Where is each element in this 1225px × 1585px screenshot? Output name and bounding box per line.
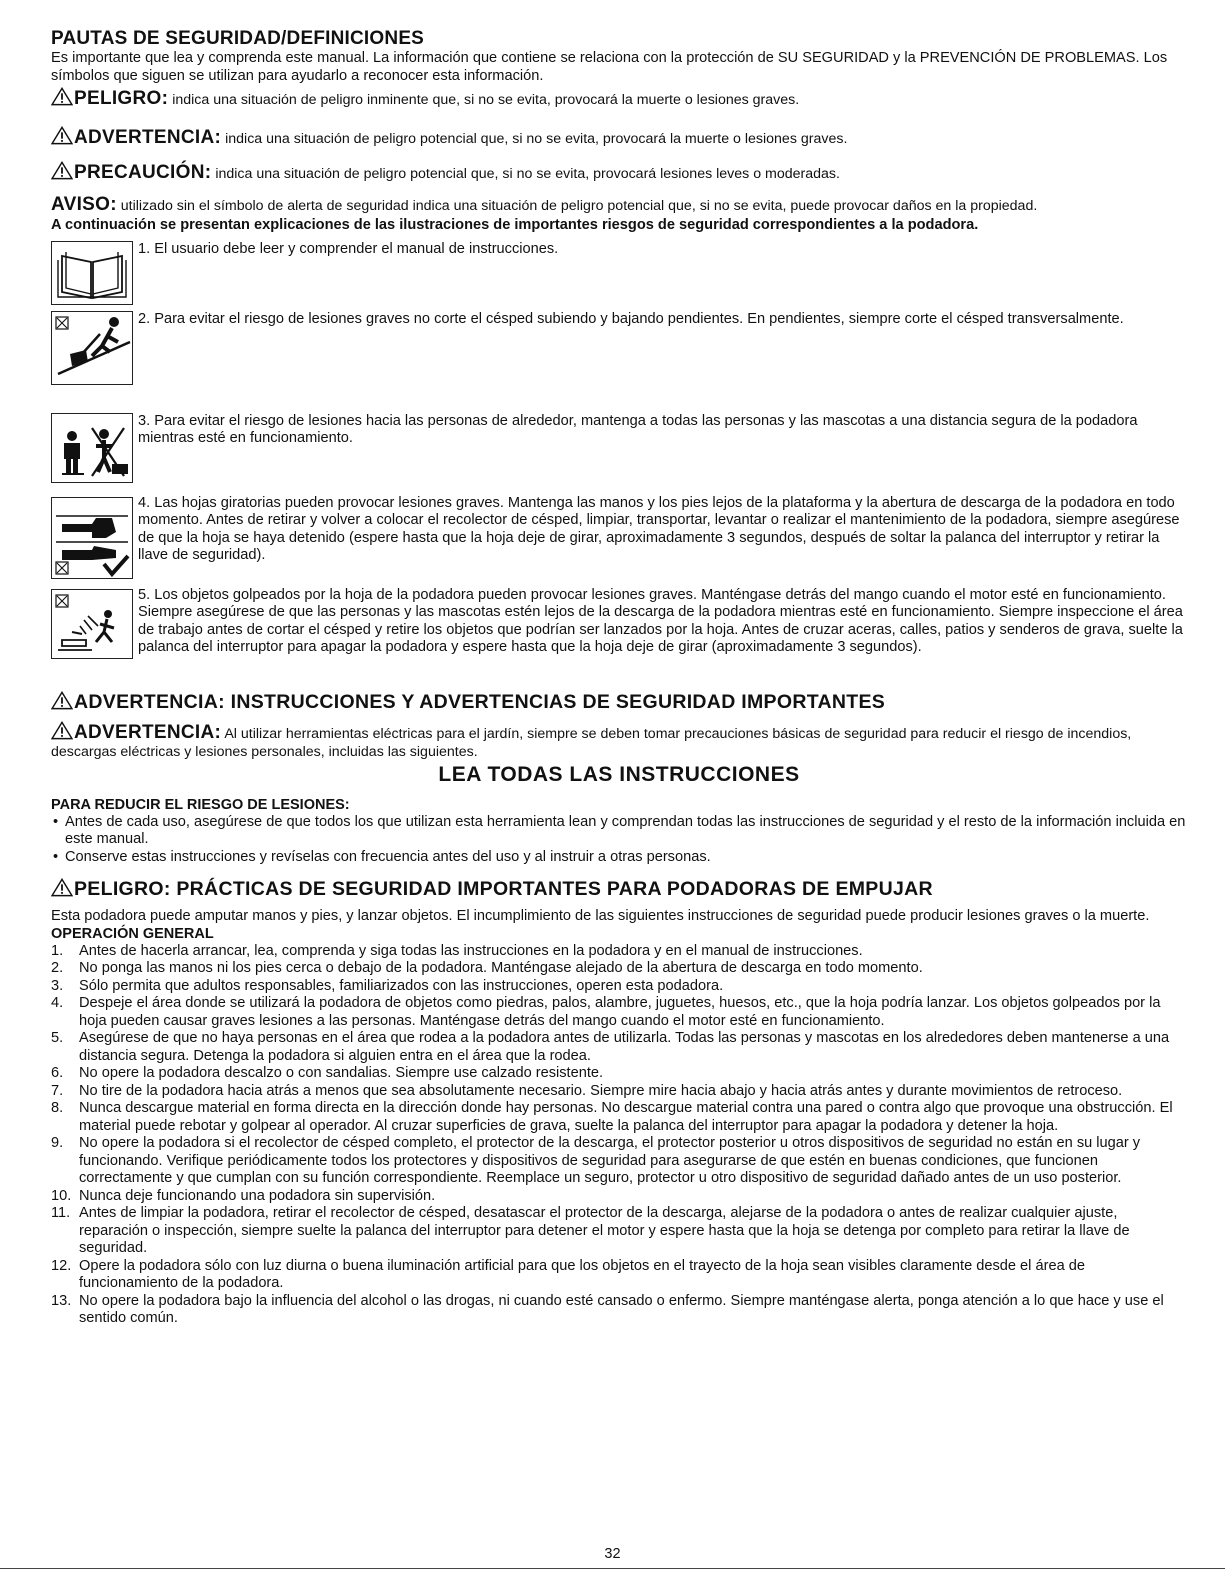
read-all-heading: LEA TODAS LAS INSTRUCCIONES bbox=[438, 762, 800, 786]
pictogram-text: 2. Para evitar el riesgo de lesiones graves no corte el césped subiendo y bajando pendientes. En pendientes, siempre corte el césped transversalmente. bbox=[138, 310, 1124, 327]
item-number: 10. bbox=[51, 1187, 72, 1204]
safety-bullet-list bbox=[51, 814, 1187, 867]
list-item bbox=[51, 1030, 1187, 1065]
warning-paragraph bbox=[51, 721, 1187, 761]
definition-text: indica una situación de peligro inminente que, si no se evita, provocará la muerte o lesiones graves. bbox=[172, 92, 800, 108]
definition-advertencia bbox=[51, 126, 1187, 148]
list-item bbox=[51, 960, 1187, 978]
item-number: 7. bbox=[51, 1082, 64, 1099]
manual-book-icon bbox=[51, 241, 133, 305]
definition-term: ADVERTENCIA: bbox=[74, 721, 222, 743]
item-number: 12. bbox=[51, 1257, 72, 1274]
item-text: No ponga las manos ni los pies cerca o debajo de la podadora. Manténgase alejado de la abertura de descarga en todo momento. bbox=[79, 960, 923, 976]
list-item bbox=[51, 1100, 1187, 1135]
pictogram-row-5 bbox=[51, 587, 1187, 681]
pictogram-text: 3. Para evitar el riesgo de lesiones hacia las personas de alrededor, mantenga a todas las personas y las mascotas a una distancia segura de la podadora mientras esté en funcionamiento. bbox=[138, 412, 1138, 446]
list-item bbox=[51, 943, 1187, 961]
list-item: • Antes de cada uso, asegúrese de que todos los que utilizan esta herramienta lean y comprendan todas las instrucciones de seguridad y el resto de la información incluida en este manual. bbox=[51, 814, 1187, 849]
item-number: 4. bbox=[51, 995, 64, 1011]
list-item bbox=[51, 1135, 1187, 1188]
item-text: Nunca deje funcionando una podadora sin supervisión. bbox=[79, 1187, 436, 1204]
definition-term: AVISO: bbox=[51, 194, 117, 215]
list-item bbox=[51, 1258, 1187, 1293]
section-title-definitions: PAUTAS DE SEGURIDAD/DEFINICIONES bbox=[51, 28, 425, 49]
item-text: Antes de limpiar la podadora, retirar el recolector de césped, desatascar el protector de la descarga, alejarse de la podadora o antes de realizar cualquier ajuste, reparación o inspección, siempre suelte la palanca del interruptor para detener el motor y espere hasta que la hoja se detenga por completo para retirar la llave de seguridad. bbox=[79, 1205, 1130, 1256]
warning-triangle-icon bbox=[51, 691, 73, 710]
definition-text: indica una situación de peligro potencial que, si no se evita, provocará la muerte o lesiones graves. bbox=[225, 131, 848, 147]
pictogram-row-4 bbox=[51, 495, 1187, 585]
definition-peligro bbox=[51, 87, 1187, 109]
item-text: Opere la podadora sólo con luz diurna o buena iluminación artificial para que los objetos en el trayecto de la hoja sean visibles claramente desde el área de funcionamiento de la podadora. bbox=[79, 1257, 1085, 1291]
warning-triangle-icon bbox=[51, 126, 73, 145]
definition-term: PELIGRO: bbox=[74, 88, 169, 109]
item-text: Despeje el área donde se utilizará la podadora de objetos como piedras, palos, alambre, juguetes, huesos, etc., que la hoja podría lanzar. Los objetos golpeados por la hoja pueden causar graves lesiones a las personas. Manténgase detrás del mango cuando el motor esté en funcionamiento. bbox=[79, 995, 1161, 1029]
list-item bbox=[51, 1205, 1187, 1258]
pictogram-explanation-heading: A continuación se presentan explicaciones de las ilustraciones de importantes riesgos de seguridad correspondientes a la podadora. bbox=[51, 217, 979, 233]
warning-triangle-icon bbox=[51, 161, 73, 180]
item-number: 6. bbox=[51, 1065, 64, 1081]
section-title-danger bbox=[51, 878, 1187, 900]
bystanders-icon bbox=[51, 413, 133, 483]
item-number: 11. bbox=[51, 1205, 71, 1221]
slope-mowing-icon bbox=[51, 311, 133, 385]
item-text: No tire de la podadora hacia atrás a menos que sea absolutamente necesario. Siempre mire hacia abajo y hacia atrás antes y durante movimientos de retroceso. bbox=[79, 1082, 1123, 1099]
item-text: No opere la podadora bajo la influencia del alcohol o las drogas, ni cuando esté cansado o enfermo. Siempre manténgase alerta, ponga atención a lo que hace y use el sentido común. bbox=[79, 1292, 1164, 1326]
section-title-warning bbox=[51, 691, 1187, 713]
reduce-risk-heading: PARA REDUCIR EL RIESGO DE LESIONES: bbox=[51, 796, 350, 813]
definition-precaucion bbox=[51, 161, 1187, 183]
warning-triangle-icon bbox=[51, 721, 73, 740]
item-number: 1. bbox=[51, 942, 64, 959]
pictogram-row-2 bbox=[51, 311, 1187, 411]
definition-text: Al utilizar herramientas eléctricas para el jardín, siempre se deben tomar precauciones básicas de seguridad para reducir el riesgo de incendios, descargas eléctricas y lesiones personales, incluidas las siguientes. bbox=[51, 725, 1132, 760]
pictogram-text: 5. Los objetos golpeados por la hoja de la podadora pueden provocar lesiones graves. Manténgase detrás del mango cuando el motor esté en funcionamiento. Siempre asegúrese de que las personas y las mascotas estén lejos de la descarga de la podadora mientras esté en funcionamiento. Siempre inspeccione el área de trabajo antes de cortar el césped y retire los objetos que podrían ser lanzados por la hoja. Antes de cruzar aceras, calles, patios y senderos de grava, suelte la palanca del interruptor para apagar la podadora y espere hasta que la hoja deje de girar (aproximadamente 3 segundos). bbox=[138, 586, 1183, 655]
list-item: • Conserve estas instrucciones y revíselas con frecuencia antes del uso y al instruir a otras personas. bbox=[51, 849, 1187, 867]
general-operation-list bbox=[51, 943, 1187, 1328]
pictogram-row-3 bbox=[51, 413, 1187, 491]
list-item bbox=[51, 1065, 1187, 1083]
rotating-blade-icon bbox=[51, 497, 133, 579]
item-number: 3. bbox=[51, 977, 64, 994]
manual-page bbox=[51, 28, 1187, 1328]
item-number: 13. bbox=[51, 1292, 72, 1309]
list-item bbox=[51, 1188, 1187, 1206]
warning-triangle-icon bbox=[51, 87, 73, 106]
item-text: No opere la podadora descalzo o con sandalias. Siempre use calzado resistente. bbox=[79, 1065, 604, 1081]
item-text: Nunca descargue material en forma directa en la dirección donde hay personas. No descargue material contra una pared o contra algo que provoque una obstrucción. El material puede rebotar y golpear al operador. Al cruzar superficies de grava, suelte la palanca del interruptor para apagar la podadora y detener la hoja. bbox=[79, 1100, 1173, 1134]
item-number: 5. bbox=[51, 1030, 64, 1046]
list-item bbox=[51, 995, 1187, 1030]
item-number: 2. bbox=[51, 960, 64, 976]
intro-paragraph: Es importante que lea y comprenda este manual. La información que contiene se relaciona con la protección de SU SEGURIDAD y la PREVENCIÓN DE PROBLEMAS. Los símbolos que siguen se utilizan para ayudarlo a reconocer esta información. bbox=[51, 50, 1168, 84]
danger-intro: Esta podadora puede amputar manos y pies, y lanzar objetos. El incumplimiento de las siguientes instrucciones de seguridad puede producir lesiones graves o la muerte. bbox=[51, 908, 1150, 924]
list-item bbox=[51, 978, 1187, 996]
general-operation-heading: OPERACIÓN GENERAL bbox=[51, 925, 214, 942]
definition-text: utilizado sin el símbolo de alerta de seguridad indica una situación de peligro potencial que, si no se evita, puede provocar daños en la propiedad. bbox=[120, 198, 1038, 214]
list-item bbox=[51, 1293, 1187, 1328]
definition-text: indica una situación de peligro potencial que, si no se evita, provocará lesiones leves o moderadas. bbox=[215, 166, 840, 182]
pictogram-text: 4. Las hojas giratorias pueden provocar lesiones graves. Mantenga las manos y los pies lejos de la plataforma y la abertura de descarga de la podadora en todo momento. Antes de retirar y volver a colocar el recolector de césped, limpiar, transportar, levantar o realizar el mantenimiento de la podadora, siempre asegúrese de que la hoja se haya detenido (espere hasta que la hoja deje de girar, aproximadamente 3 segundos, después de soltar la palanca del interruptor y retirar la llave de seguridad). bbox=[138, 494, 1180, 563]
definition-term: PRECAUCIÓN: bbox=[74, 162, 212, 183]
thrown-objects-icon bbox=[51, 589, 133, 659]
item-text: Antes de hacerla arrancar, lea, comprenda y siga todas las instrucciones en la podadora y en el manual de instrucciones. bbox=[79, 942, 863, 959]
section-title-text: ADVERTENCIA: INSTRUCCIONES Y ADVERTENCIAS DE SEGURIDAD IMPORTANTES bbox=[74, 690, 886, 713]
item-text: Sólo permita que adultos responsables, familiarizados con las instrucciones, operen esta podadora. bbox=[79, 977, 724, 994]
page-number: 32 bbox=[604, 1546, 621, 1562]
warning-triangle-icon bbox=[51, 878, 73, 897]
definition-aviso bbox=[51, 196, 1187, 215]
bottom-divider bbox=[0, 1568, 1225, 1569]
list-item bbox=[51, 1083, 1187, 1101]
item-text: No opere la podadora si el recolector de césped completo, el protector de la descarga, el protector posterior u otros dispositivos de seguridad no están en su lugar y funcionando. Verifique periódicamente todos los protectores y dispositivos de seguridad para asegurarse de que estén en buenas condiciones, que funcionen correctamente y que cumplan con su función correspondiente. Reemplace un seguro, protector u otro dispositivo de seguridad dañado antes de un uso posterior. bbox=[79, 1135, 1141, 1186]
pictogram-text: 1. El usuario debe leer y comprender el manual de instrucciones. bbox=[138, 240, 559, 257]
item-number: 9. bbox=[51, 1135, 64, 1151]
item-number: 8. bbox=[51, 1100, 64, 1116]
item-text: Asegúrese de que no haya personas en el área que rodea a la podadora antes de utilizarla. Todas las personas y mascotas en los alrededores deben mantenerse a una distancia segura. Detenga la podadora si alguien entra en el área que la rodea. bbox=[79, 1030, 1170, 1064]
pictogram-row-1 bbox=[51, 241, 1187, 309]
section-title-text: PELIGRO: PRÁCTICAS DE SEGURIDAD IMPORTANTES PARA PODADORAS DE EMPUJAR bbox=[74, 878, 933, 900]
definition-term: ADVERTENCIA: bbox=[74, 127, 222, 148]
